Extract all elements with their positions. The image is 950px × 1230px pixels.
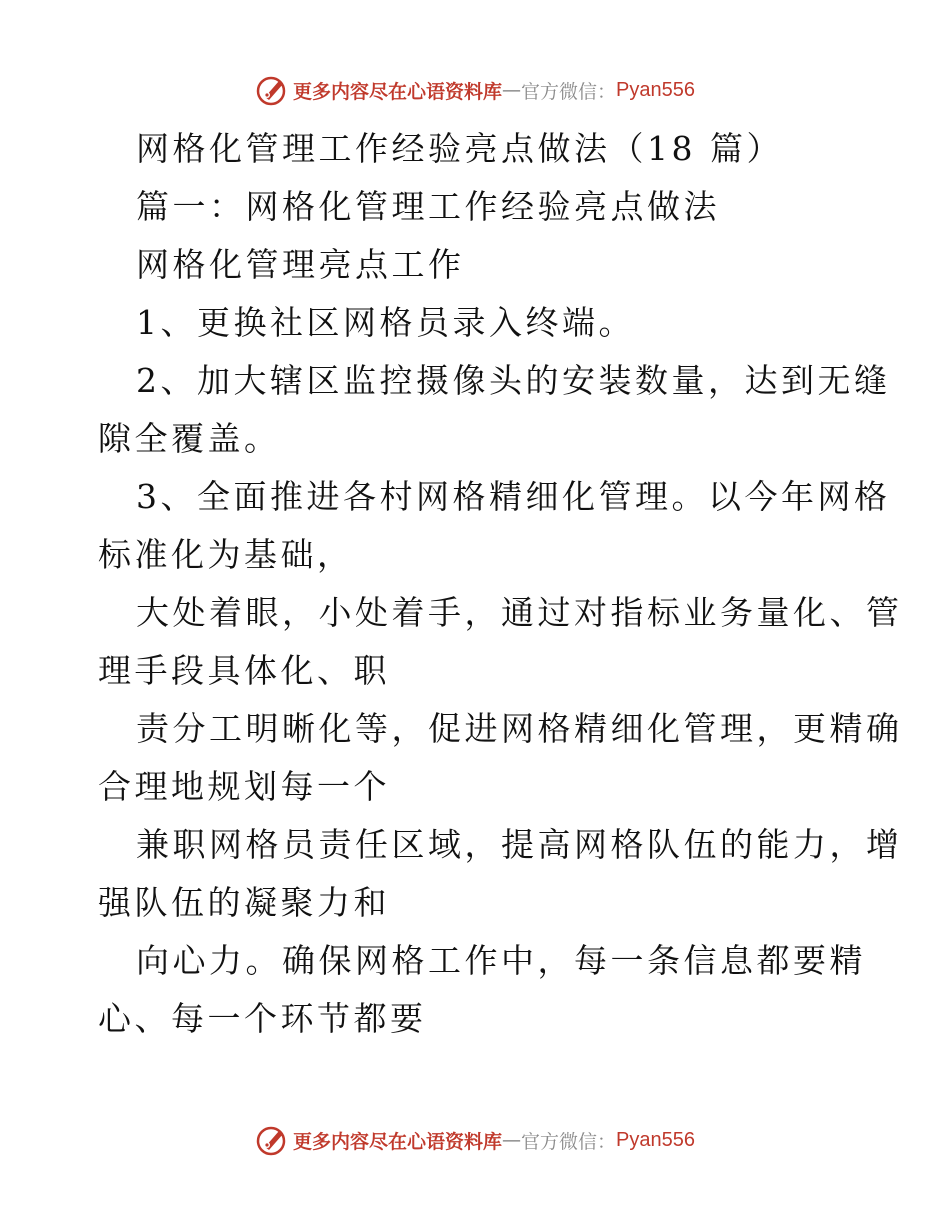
list-item-2-line-1: 2、加大辖区监控摄像头的安装数量，达到无缝 (136, 361, 891, 400)
paragraph-3-line-1: 兼职网格员责任区域，提高网格队伍的能力，增 (136, 825, 903, 864)
header-dash: — (502, 79, 522, 101)
section-heading: 网格化管理亮点工作 (136, 245, 465, 284)
document-body (98, 120, 903, 1048)
list-item-3-line-2: 标准化为基础， (98, 535, 354, 574)
footer-banner (0, 1120, 950, 1160)
paragraph-4-line-1: 向心力。确保网格工作中，每一条信息都要精 (136, 941, 866, 980)
chapter-heading: 篇一：网格化管理工作经验亮点做法 (136, 187, 720, 226)
paragraph-1-line-2: 理手段具体化、职 (98, 651, 390, 690)
footer-wechat-label: 官方微信： (521, 1130, 617, 1153)
pen-logo-icon (255, 1123, 289, 1157)
header-wechat-label: 官方微信： (521, 80, 617, 103)
list-item-1: 1、更换社区网格员录入终端。 (136, 303, 635, 342)
paragraph-2-line-1: 责分工明晰化等，促进网格精细化管理，更精确 (136, 709, 903, 748)
paragraph-1-line-1: 大处着眼，小处着手，通过对指标业务量化、管 (136, 593, 903, 632)
header-wechat-id: Pyan556 (616, 78, 695, 101)
paragraph-3-line-2: 强队伍的凝聚力和 (98, 883, 390, 922)
footer-wechat-id: Pyan556 (616, 1128, 695, 1151)
footer-dash: — (502, 1129, 522, 1151)
footer-brand-text: 更多内容尽在心语资料库 (293, 1130, 503, 1153)
paragraph-2-line-2: 合理地规划每一个 (98, 767, 390, 806)
pen-logo-icon (255, 73, 289, 107)
document-title: 网格化管理工作经验亮点做法（18 篇） (136, 129, 783, 168)
list-item-2-line-2: 隙全覆盖。 (98, 419, 281, 458)
header-banner (0, 70, 950, 110)
paragraph-4-line-2: 心、每一个环节都要 (98, 999, 427, 1038)
list-item-3-line-1: 3、全面推进各村网格精细化管理。以今年网格 (136, 477, 891, 516)
header-brand-text: 更多内容尽在心语资料库 (293, 80, 503, 103)
